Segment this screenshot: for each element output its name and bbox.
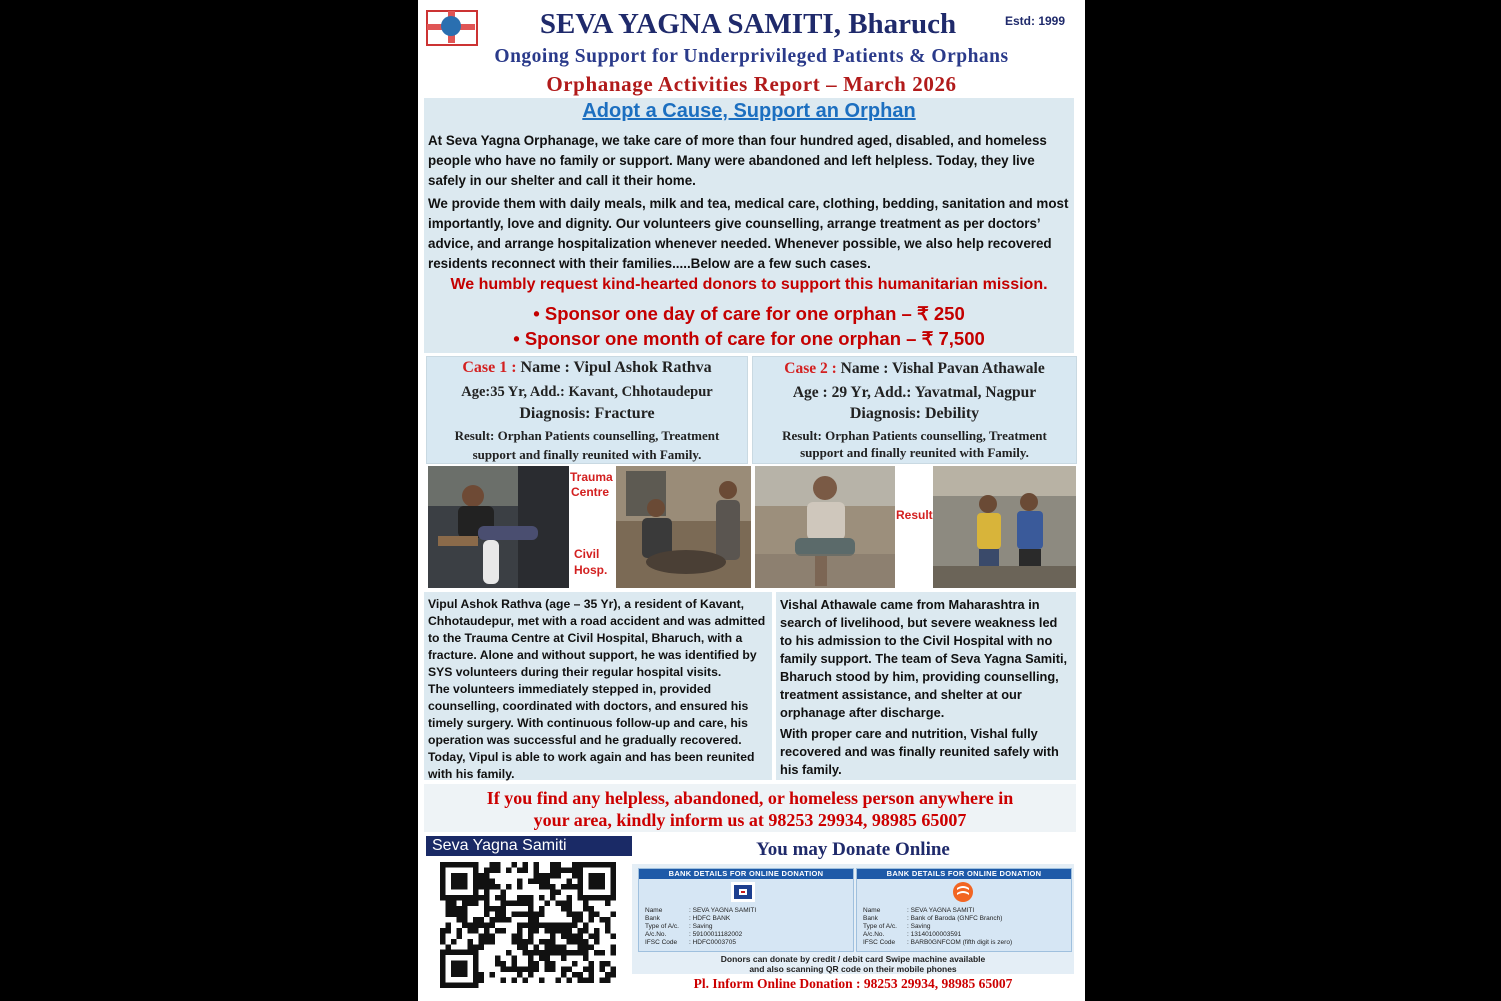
case-2-box: [752, 356, 1077, 464]
hdfc-row-account-key: A/c.No.: [645, 931, 667, 938]
bob-row-type-value: : Saving: [907, 923, 931, 930]
bob-row-bank-key: Bank: [863, 915, 878, 922]
bob-row-type: [863, 923, 1069, 931]
intro-paragraph-1: At Seva Yagna Orphanage, we take care of more than four hundred aged, disabled, and homeless people who have no family or support. Many were abandoned and left helpless. Today, they live safely in our shelter and call it their home.: [428, 133, 1047, 188]
trauma-tag-1: Trauma: [570, 470, 613, 484]
case-2-title: [753, 360, 1076, 378]
hdfc-row-name: [645, 907, 851, 915]
intro-heading: Adopt a Cause, Support an Orphan: [582, 100, 916, 122]
bob-row-name: [863, 907, 1069, 915]
civil-tag-1: Civil: [574, 547, 600, 561]
bob-row-name-key: Name: [863, 907, 881, 914]
case-1-result-2: support and finally reunited with Family.: [472, 447, 702, 462]
subtitle: Ongoing Support for Underprivileged Patients & Orphans: [494, 46, 1009, 67]
case-2-story-para-2: With proper care and nutrition, Vishal fully recovered and was finally reunited safely with his family.: [780, 726, 1059, 777]
report-title: Orphanage Activities Report – March 2026: [546, 72, 957, 96]
hdfc-logo-icon: [731, 882, 755, 902]
case-1-story: [424, 592, 772, 780]
case-2-hospital-photo: [755, 466, 895, 588]
hdfc-row-bank-value: : HDFC BANK: [689, 915, 731, 922]
hdfc-bank-heading: BANK DETAILS FOR ONLINE DONATION: [639, 869, 853, 879]
hdfc-row-type-key: Type of A/c.: [645, 923, 679, 930]
case-2-age-address: Age : 29 Yr, Add.: Yavatmal, Nagpur: [792, 384, 1037, 401]
case-1-name: Name : Vipul Ashok Rathva: [520, 359, 712, 376]
civil-tag-2: Hosp.: [574, 563, 608, 577]
swipe-note: [632, 954, 1074, 974]
appeal-line-1: If you find any helpless, abandoned, or homeless person anywhere in: [486, 788, 1014, 808]
intro-panel: [424, 98, 1074, 353]
qr-code-icon[interactable]: [440, 862, 616, 988]
bank-of-baroda-logo-icon: [951, 881, 975, 903]
hdfc-bank-card: [638, 868, 854, 952]
intro-paragraph-2: We provide them with daily meals, milk and tea, medical care, clothing, bedding, sanitation and most importantly, love and dignity. Our volunteers give counselling, arrange treatment as per doctors’ advice, and arrange hospitalization whenever needed. Whenever possible, we also help recovered residents reconnect with their families.....Below are a few such cases.: [428, 196, 1069, 271]
bob-row-ifsc-value: : BARB0GNFCOM (fifth digit is zero): [907, 939, 1013, 946]
case-2-label: Case 2 :: [784, 360, 837, 377]
org-label: Seva Yagna Samiti: [426, 836, 632, 856]
case-2-result-2: support and finally reunited with Family.: [800, 445, 1029, 460]
case-1-trauma-photo: [428, 466, 569, 588]
hdfc-row-ifsc-key: IFSC Code: [645, 939, 678, 946]
hdfc-row-ifsc-value: : HDFC0003705: [689, 939, 736, 946]
case-2-reunion-photo: [933, 466, 1076, 588]
inform-donation: Pl. Inform Online Donation : 98253 29934, 98985 65007: [693, 976, 1013, 991]
bob-row-ifsc: [863, 939, 1069, 947]
bob-row-type-key: Type of A/c.: [863, 923, 897, 930]
case-1-result-1: Result: Orphan Patients counselling, Treatment: [454, 428, 720, 443]
case-2-diagnosis: Diagnosis: Debility: [849, 405, 980, 422]
appeal-line-2: your area, kindly inform us at 98253 29934, 98985 65007: [533, 810, 967, 830]
case-1-label: Case 1 :: [462, 359, 517, 376]
case-1-age-address: Age:35 Yr, Add.: Kavant, Chhotaudepur: [461, 384, 713, 400]
donate-heading: You may Donate Online: [756, 839, 950, 860]
case-1-story-para-1: Vipul Ashok Rathva (age – 35 Yr), a resident of Kavant, Chhotaudepur, met with a road accident and was admitted to the Trauma Centre at Civil Hospital, Bharuch, with a fracture. Alone and without support, he was identified by SYS volunteers during their regular hospital visits.: [428, 597, 766, 679]
bob-bank-card: [856, 868, 1072, 952]
bob-row-name-value: : SEVA YAGNA SAMITI: [907, 907, 975, 914]
sponsor-day: • Sponsor one day of care for one orphan – ₹ 250: [533, 303, 965, 324]
sponsor-month: • Sponsor one month of care for one orphan – ₹ 7,500: [513, 328, 985, 349]
hdfc-row-bank: [645, 915, 851, 923]
case-1-box: [426, 356, 748, 464]
result-tag: Result: [896, 508, 933, 522]
swipe-note-line-2: and also scanning QR code on their mobile phones: [749, 964, 957, 974]
case-2-story: [776, 592, 1076, 780]
case-1-civil-hospital-photo: [616, 466, 751, 588]
case-1-diagnosis: Diagnosis: Fracture: [519, 405, 655, 422]
case-2-story-para-1: Vishal Athawale came from Maharashtra in search of livelihood, but severe weakness led to his admission to the Civil Hospital with no family support. The team of Seva Yagna Samiti, Bharuch stood by him, providing counselling, treatment assistance, and shelter at our orphanage after discharge.: [780, 597, 1068, 720]
case-2-result-1: Result: Orphan Patients counselling, Treatment: [782, 428, 1047, 443]
donate-heading-box: [632, 836, 1074, 864]
bob-row-account-value: : 13140100003591: [907, 931, 962, 938]
case-1-title: [427, 359, 747, 377]
bob-row-account-key: A/c.No.: [863, 931, 885, 938]
page-title: SEVA YAGNA SAMITI, Bharuch: [539, 8, 957, 40]
case-1-story-para-2: The volunteers immediately stepped in, provided counselling, coordinated with doctors, and ensured his timely surgery. With continuous follow-up and care, his operation was successful and he gradually recovered. Today, Vipul is able to work again and has been reunited with his family.: [428, 682, 755, 781]
hdfc-row-type-value: : Saving: [689, 923, 713, 930]
samiti-logo-icon: [426, 10, 478, 46]
hdfc-row-account: [645, 931, 851, 939]
bob-bank-heading: BANK DETAILS FOR ONLINE DONATION: [857, 869, 1071, 879]
bob-row-account: [863, 931, 1069, 939]
bob-row-bank-value: : Bank of Baroda (GNFC Branch): [907, 915, 1003, 922]
hdfc-row-name-key: Name: [645, 907, 663, 914]
hdfc-row-name-value: : SEVA YAGNA SAMITI: [689, 907, 757, 914]
report-page: [418, 0, 1085, 1001]
hdfc-row-type: [645, 923, 851, 931]
appeal-box: [424, 784, 1076, 832]
bank-details-panel: [632, 864, 1074, 974]
hdfc-row-ifsc: [645, 939, 851, 947]
established-year: Estd: 1999: [1005, 14, 1066, 28]
trauma-tag-2: Centre: [571, 485, 610, 499]
swipe-note-line-1: Donors can donate by credit / debit card Swipe machine available: [720, 954, 986, 964]
bob-row-ifsc-key: IFSC Code: [863, 939, 896, 946]
case-2-name: Name : Vishal Pavan Athawale: [840, 360, 1045, 377]
donor-request: We humbly request kind-hearted donors to support this humanitarian mission.: [450, 276, 1048, 293]
hdfc-row-bank-key: Bank: [645, 915, 660, 922]
bob-row-bank: [863, 915, 1069, 923]
hdfc-row-account-value: : 59100011182002: [689, 931, 743, 938]
